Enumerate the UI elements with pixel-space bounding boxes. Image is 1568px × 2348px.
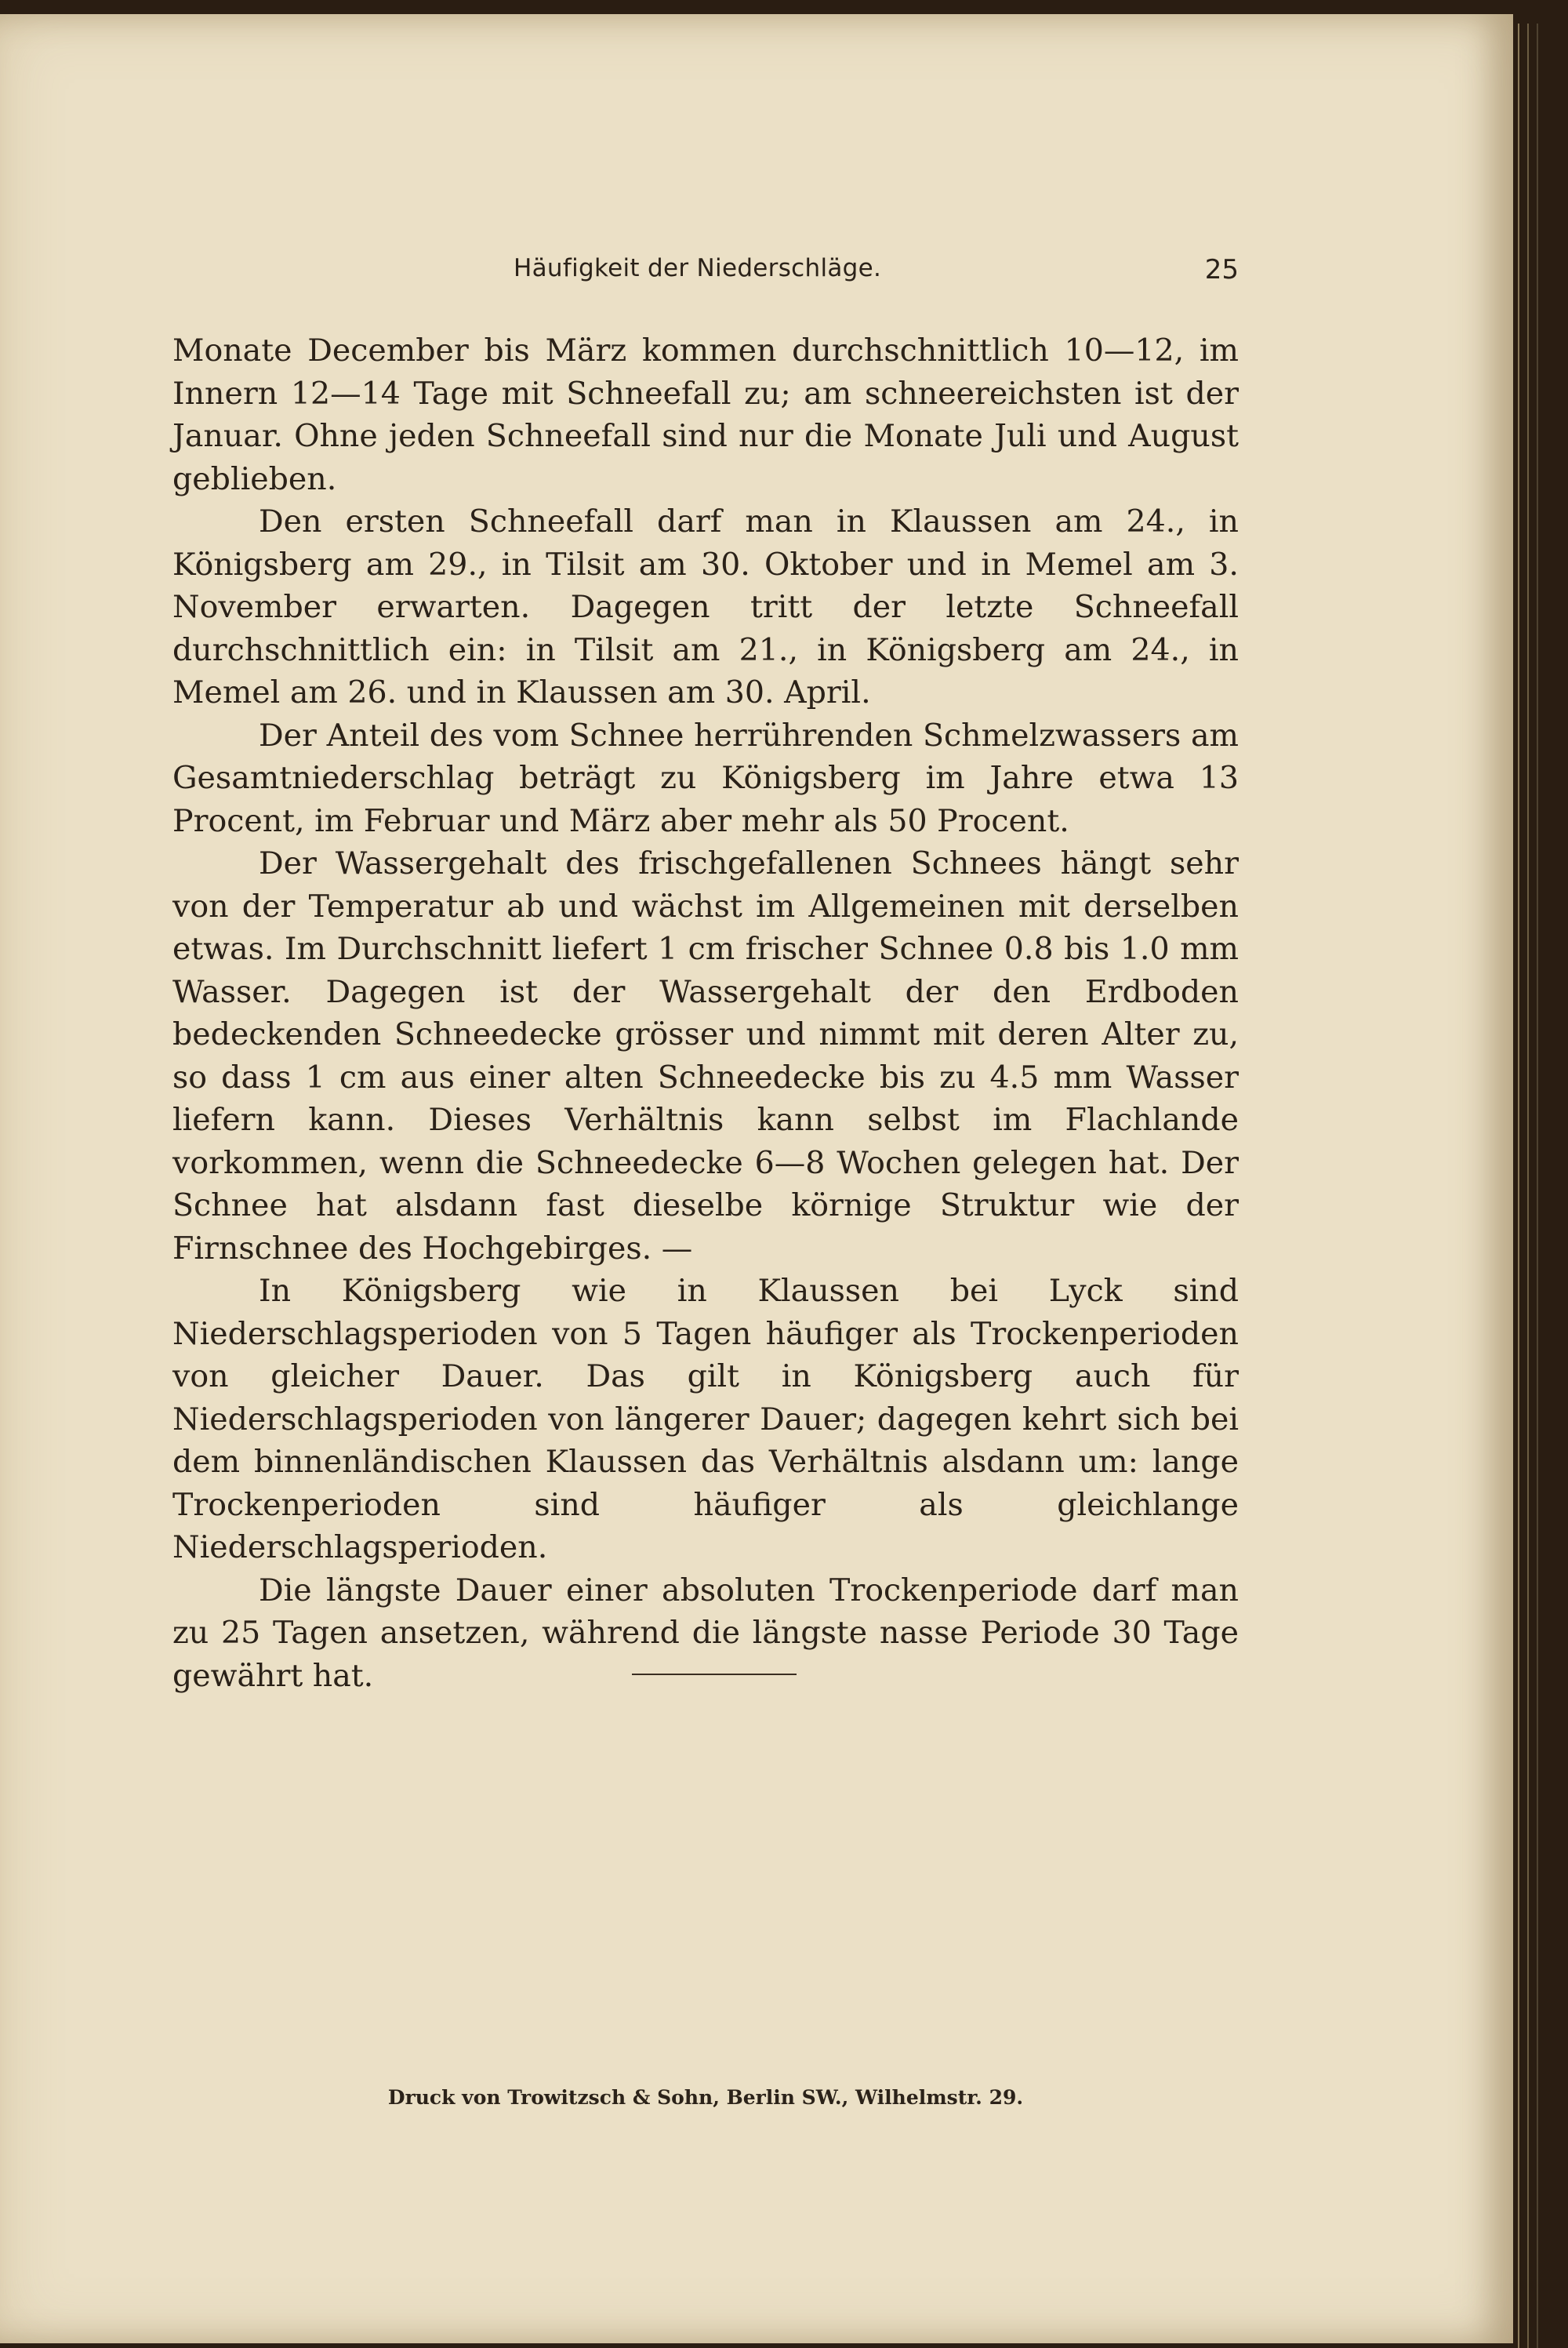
page-edge-line [1518, 24, 1519, 2348]
body-text [172, 329, 1239, 1697]
paragraph: Den ersten Schneefall darf man in Klaussen am 24., in Königsberg am 29., in Tilsit am 30. Oktober und in Memel am 3. November erwarten. Dagegen tritt der letzte Schneefall durchschnittlich ein: in Tilsit am 21., in Königsberg am 24., in Memel am 26. und in Klaussen am 30. April. [172, 503, 1239, 711]
printer-imprint: Druck von Trowitzsch & Sohn, Berlin SW., Wilhelmstr. 29. [387, 2086, 1024, 2109]
paragraph: Die längste Dauer einer absoluten Trockenperiode darf man zu 25 Tagen ansetzen, während die längste nasse Periode 30 Tage gewährt hat. [172, 1572, 1239, 1694]
end-divider [632, 1674, 797, 1675]
page-edge-line [1537, 24, 1538, 2348]
page-edge-line [1527, 24, 1529, 2348]
running-title: Häufigkeit der Niederschläge. [514, 254, 882, 282]
paragraph: Der Wassergehalt des frischgefallenen Schnees hängt sehr von der Temperatur ab und wächst im Allgemeinen mit derselben etwas. Im Durchschnitt liefert 1 cm frischer Schnee 0.8 bis 1.0 mm Wasser. Dagegen ist der Wassergehalt der den Erdboden bedeckenden Schneedecke grösser und nimmt mit deren Alter zu, so dass 1 cm aus einer alten Schneedecke bis zu 4.5 mm Wasser liefern kann. Dieses Verhältnis kann selbst im Flachlande vorkommen, wenn die Schneedecke 6—8 Wochen gelegen hat. Der Schnee hat alsdann fast dieselbe körnige Struktur wie der Firnschnee des Hochgebirges. — [172, 845, 1239, 1267]
paragraph: Der Anteil des vom Schnee herrührenden Schmelzwassers am Gesamtniederschlag beträgt zu Königsberg im Jahre etwa 13 Procent, im Februar und März aber mehr als 50 Procent. [172, 717, 1239, 839]
paragraph: Monate December bis März kommen durchschnittlich 10—12, im Innern 12—14 Tage mit Schneefall zu; am schneereichsten ist der Januar. Ohne jeden Schneefall sind nur die Monate Juli und August geblieben. [172, 333, 1239, 497]
page-number: 25 [1204, 254, 1239, 285]
paragraph: In Königsberg wie in Klaussen bei Lyck sind Niederschlagsperioden von 5 Tagen häufiger als Trockenperioden von gleicher Dauer. Das gilt in Königsberg auch für Niederschlagsperioden von längerer Dauer; dagegen kehrt sich bei dem binnenländischen Klaussen das Verhältnis alsdann um: lange Trockenperioden sind häufiger als gleichlange Niederschlagsperioden. [172, 1273, 1239, 1565]
running-head [172, 254, 1239, 298]
